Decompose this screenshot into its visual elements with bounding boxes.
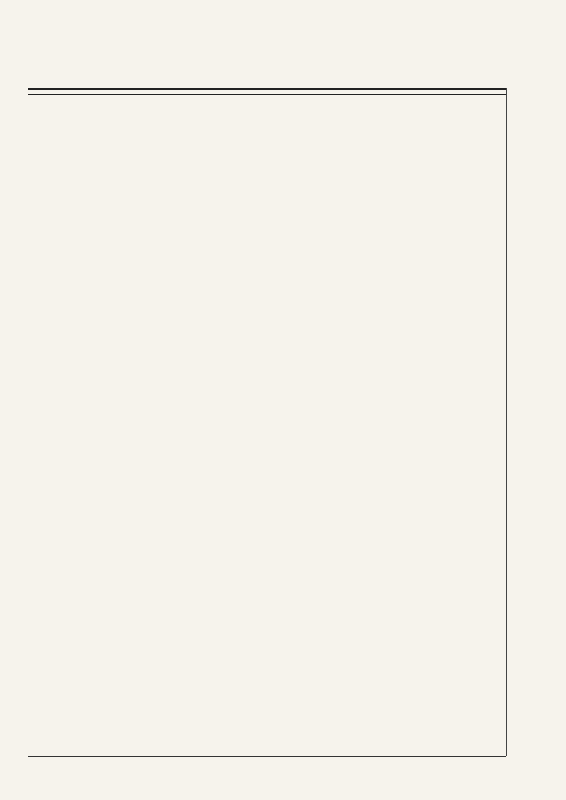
right-rule bbox=[506, 88, 507, 756]
top-border-inner bbox=[28, 94, 506, 95]
bottom-border bbox=[28, 756, 506, 757]
top-border bbox=[28, 88, 506, 90]
watermark bbox=[96, 373, 167, 444]
